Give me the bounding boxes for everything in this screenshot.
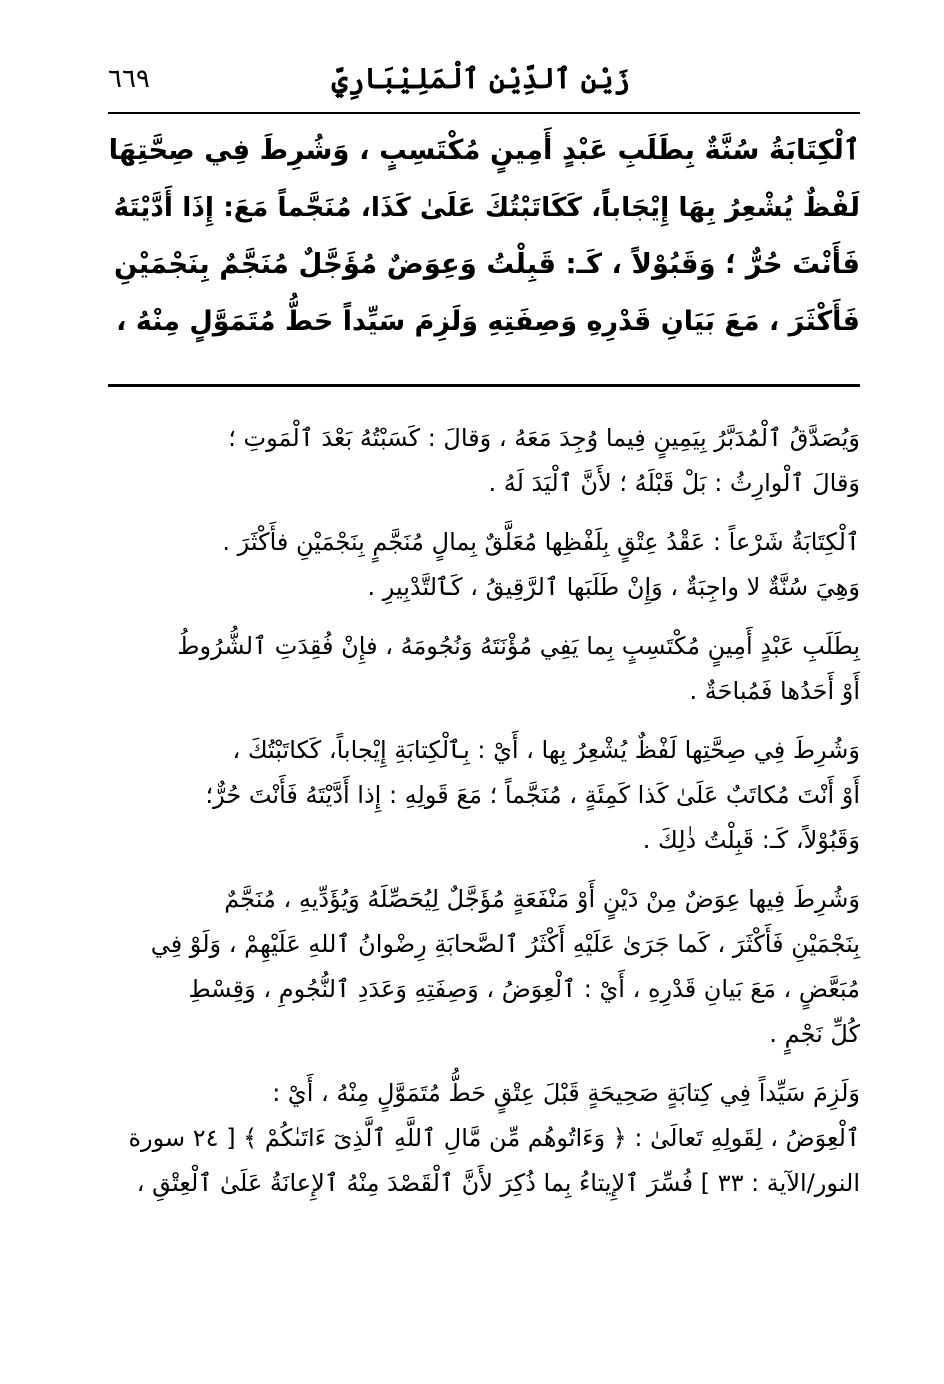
commentary (100, 416, 860, 1210)
commentary-line: بِنَجْمَيْنِ فَأَكْثَرَ ، كَما جَرَىٰ عَلَيْهِ أَكْثَرُ ٱلصَّحابَةِ رِضْوانُ ٱللهِ عَلَيْهِمْ ، وَلَوْ فِي (150, 930, 860, 958)
commentary-line: وَشُرِطَ فِي صِحَّتِها لَفْظٌ يُشْعِرُ بِها ، أَيْ : بِٱلْكِتابَةِ إِيْجاباً، كَكاتَبْتُكَ ، (232, 736, 860, 764)
commentary-line: وَشُرِطَ فِيها عِوَضٌ مِنْ دَيْنٍ أَوْ مَنْفَعَةٍ مُؤَجَّلٌ لِيُحَصِّلَهُ وَيُؤَدِّيهِ ، مُنَجَّمٌ (224, 885, 860, 913)
commentary-line: وَقالَ ٱلْوارِثُ : بَلْ قَبْلَهُ ؛ لأَنَّ ٱلْيَدَ لَهُ . (488, 469, 860, 497)
commentary-paragraph (100, 728, 860, 863)
commentary-line: ٱلْكِتَابَةُ شَرْعاً : عَقْدُ عِتْقٍ بِلَفْظِها مُعَلَّقٌ بِمالٍ مُنَجَّمٍ بِنَجْمَيْنِ فأَكْثَرَ . (222, 528, 860, 556)
commentary-line: مُبَعَّضٍ ، مَعَ بَيانِ قَدْرِهِ ، أَيْ : ٱلْعِوَضُ ، وَصِفَتِهِ وَعَدَدِ ٱلنُّجُومِ ، وَقِسْطِ (188, 975, 860, 1003)
commentary-line: أَوْ أَحَدُها فَمُباحَةٌ . (689, 677, 860, 705)
commentary-line: أَوْ أَنْتَ مُكاتَبٌ عَلَىٰ كَذا كَمِئَةٍ ، مُنَجَّماً ؛ مَعَ قَولِهِ : إِذا أَدَّيْتَهُ فَأَنْتَ حُرٌّ؛ (205, 781, 860, 809)
commentary-paragraph (100, 416, 860, 506)
main-text-line: فَأَكْثَرَ ، مَعَ بَيَانِ قَدْرِهِ وَصِفَتِهِ وَلَزِمَ سَيِّداً حَطُّ مُتَمَوَّلٍ مِنْهُ ، (116, 306, 860, 337)
commentary-line: وَهِيَ سُنَّةٌ لا واجِبَةٌ ، وَإِنْ طَلَبَها ٱلرَّقِيقُ ، كَٱلتَّدْبِيرِ . (367, 573, 860, 601)
commentary-paragraph (100, 1071, 860, 1206)
main-text (108, 122, 860, 350)
page-number: ٦٦٩ (108, 64, 150, 94)
commentary-line: ٱلْعِوَضُ ، لِقَولِهِ تَعالَىٰ : ﴿ وَءَاتُوهُم مِّن مَّالِ ٱللَّهِ ٱلَّذِىٓ ءَاتَىٰكُمْ ﴾ [ ٢٤ سورة (128, 1124, 860, 1152)
commentary-paragraph (100, 520, 860, 610)
commentary-line: بِطَلَبِ عَبْدٍ أَمِينٍ مُكْتَسِبٍ بِما يَفِي مُؤْنَتَهُ وَنُجُومَهُ ، فإِنْ فُقِدَتِ ٱلشُّرُوطُ (177, 632, 860, 660)
commentary-line: وَقَبُوْلاً، كَـ: قَبِلْتُ ذٰلِكَ . (642, 826, 860, 854)
commentary-paragraph (100, 877, 860, 1057)
commentary-line: وَيُصَدَّقُ ٱلْمُدَبَّرُ بِيَمِينٍ فِيما وُجِدَ مَعَهُ ، وَقالَ : كَسَبْتُهُ بَعْدَ ٱلْمَوتِ ؛ (228, 424, 860, 452)
commentary-line: النور/الآية : ٣٣ ] فُسِّرَ ٱلإِيتاءُ بِما ذُكِرَ لأَنَّ ٱلْقَصْدَ مِنْهُ ٱلإِعانَةُ عَلَىٰ ٱلْعِتْقِ ، (136, 1169, 860, 1197)
commentary-line: كُلِّ نَجْمٍ . (769, 1020, 860, 1048)
running-header (108, 58, 860, 106)
section-divider (108, 384, 860, 387)
main-text-line: لَفْظٌ يُشْعِرُ بِهَا إِيْجَاباً، كَكَاتَبْتُكَ عَلَىٰ كَذَا، مُنَجَّماً مَعَ: إِذَا أَدَّيْتَهُ (113, 192, 860, 223)
commentary-line: وَلَزِمَ سَيِّداً فِي كِتابَةٍ صَحِيحَةٍ قَبْلَ عِتْقٍ حَطُّ مُتَمَوَّلٍ مِنْهُ ، أَيْ : (272, 1079, 860, 1107)
header-rule (108, 112, 860, 114)
main-text-line: فَأَنْتَ حُرٌّ ؛ وَقَبُوْلاً ، كَـ: قَبِلْتُ وَعِوَضٌ مُؤَجَّلٌ مُنَجَّمٌ بِنَجْمَيْنِ (113, 248, 860, 280)
commentary-paragraph (100, 624, 860, 714)
main-text-line: ٱلْكِتَابَةُ سُنَّةٌ بِطَلَبِ عَبْدٍ أَمِينٍ مُكْتَسِبٍ ، وَشُرِطَ فِي صِحَّتِهَا (108, 134, 860, 166)
running-title: زَيْن ٱلدِّيْنِ ٱلْمَلِيْبَارِيِّ (331, 62, 630, 95)
